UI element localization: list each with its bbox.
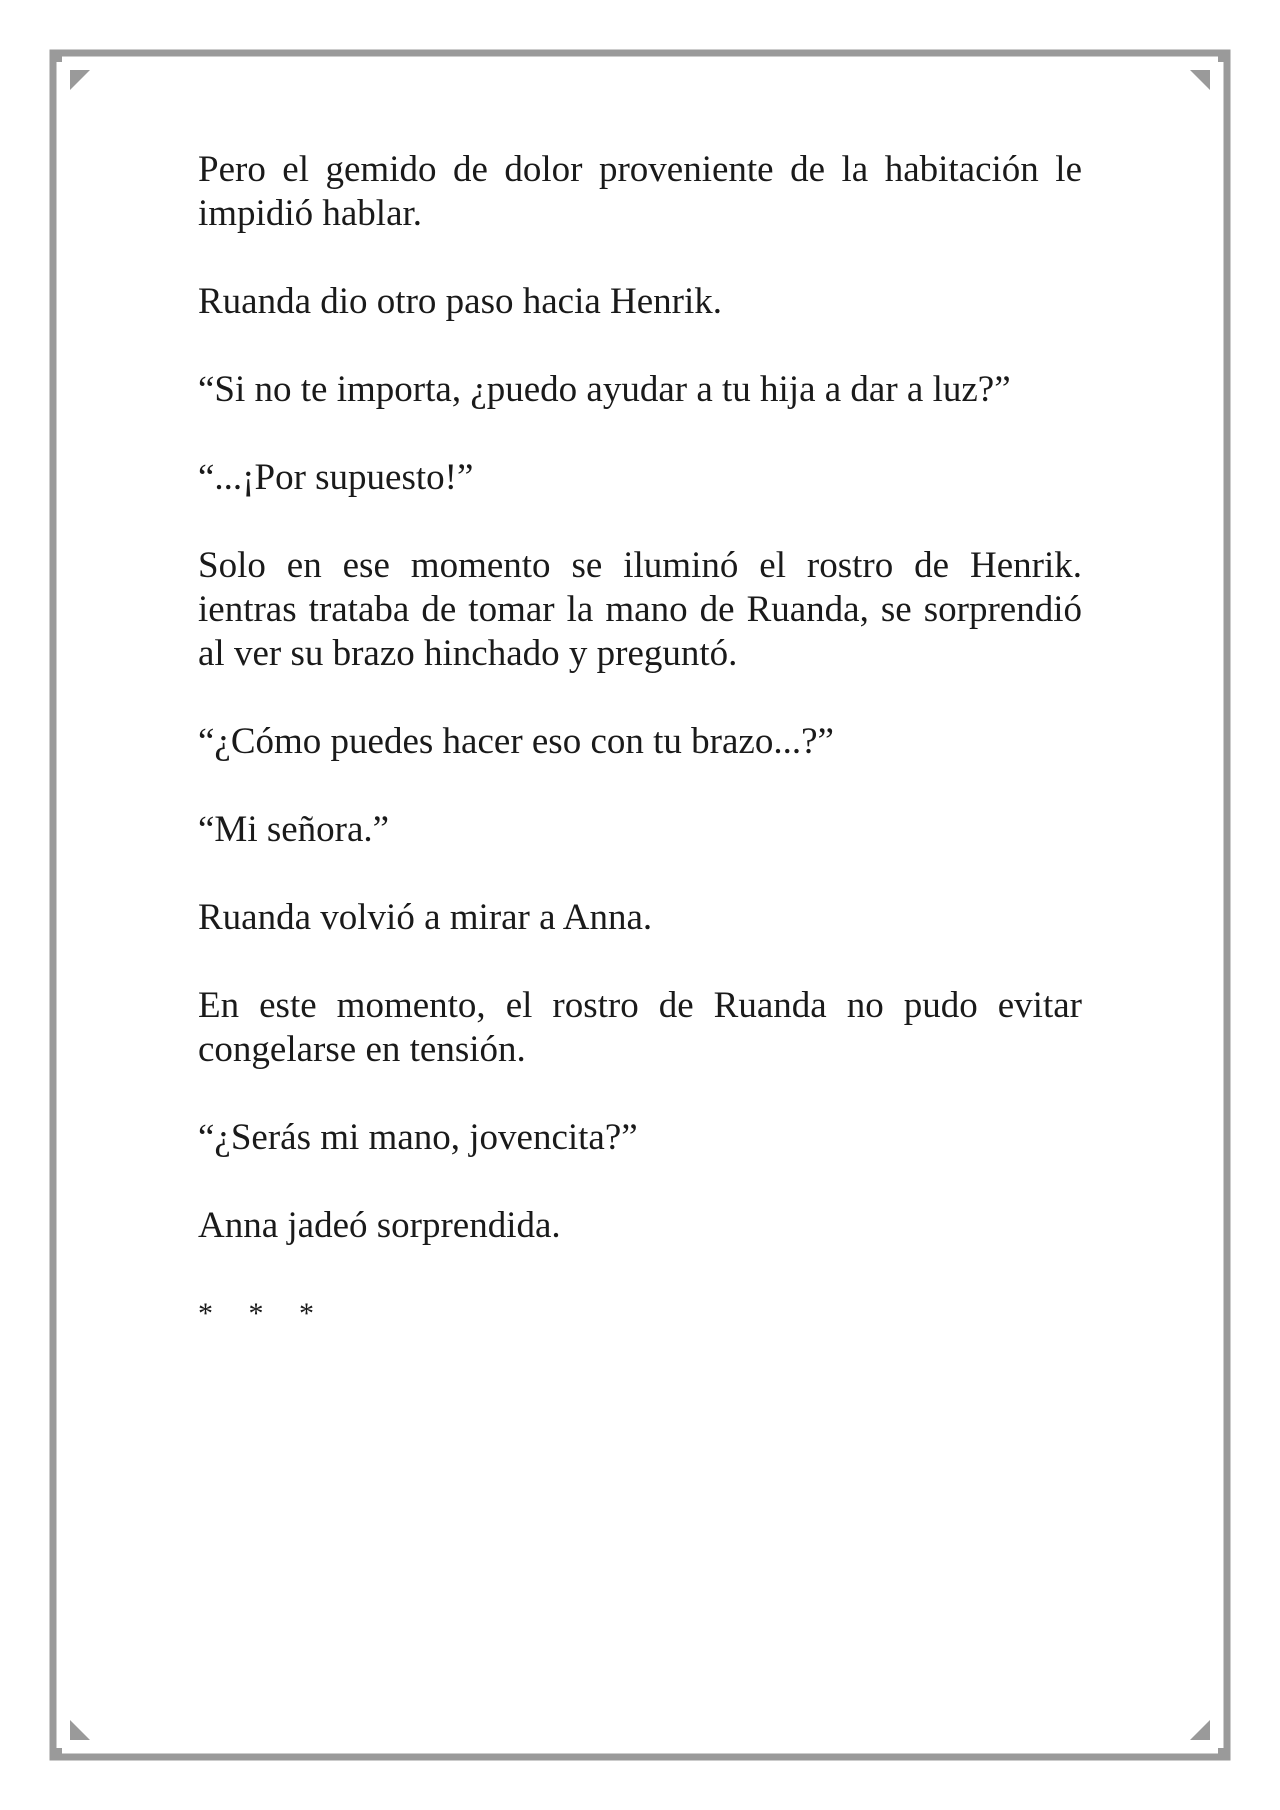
paragraph: “Mi señora.” (198, 809, 390, 850)
chapter-text (198, 148, 1082, 1336)
paragraph: “...¡Por supuesto!” (198, 457, 474, 498)
paragraph: Solo en ese momento se iluminó el rostro de Henrik. ientras trataba de tomar la mano de Ruanda, se sorprendió al ver su brazo hinchado y preguntó. (198, 545, 1082, 674)
paragraph: “Si no te importa, ¿puedo ayudar a tu hija a dar a luz?” (198, 369, 1011, 410)
paragraph: En este momento, el rostro de Ruanda no pudo evitar congelarse en tensión. (198, 985, 1082, 1070)
paragraph: Ruanda volvió a mirar a Anna. (198, 897, 653, 938)
paragraph: Anna jadeó sorprendida. (198, 1205, 561, 1246)
paragraph: “¿Cómo puedes hacer eso con tu brazo...?” (198, 721, 834, 762)
paragraph: Pero el gemido de dolor proveniente de la habitación le impidió hablar. (198, 149, 1082, 234)
paragraph: “¿Serás mi mano, jovencita?” (198, 1117, 638, 1158)
scene-break: * * * (198, 1297, 328, 1330)
paragraph: Ruanda dio otro paso hacia Henrik. (198, 281, 723, 322)
